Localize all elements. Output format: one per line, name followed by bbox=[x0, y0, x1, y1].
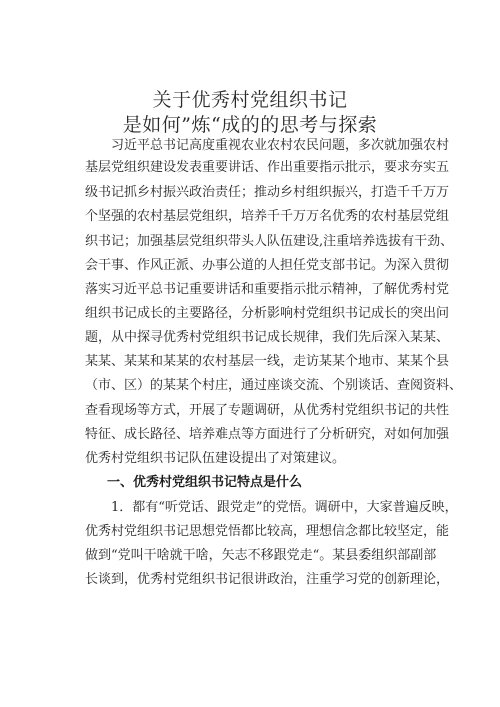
intro-line: 题，从中探寻优秀村党组织书记成长规律，我们先后深入某某、 bbox=[85, 330, 450, 345]
intro-line: 特征、成长路径、培养难点等方面进行了分析研究，对如何加强 bbox=[85, 427, 450, 442]
intro-line: 个坚强的农村基层党组织，培养千千万万名优秀的农村基层党组 bbox=[85, 209, 450, 224]
intro-line: 组织书记成长的主要路径，分析影响村党组织书记成长的突出问 bbox=[85, 306, 450, 321]
intro-line: 优秀村党组织书记队伍建设提出了对策建议。 bbox=[85, 451, 346, 466]
intro-line: 落实习近平总书记重要讲话和重要指示批示精神，了解优秀村党 bbox=[85, 282, 450, 297]
section-line: 长谈到，优秀村党组织书记很讲政治，注重学习党的创新理论， bbox=[85, 572, 450, 587]
document-title-line-2: 是如何”炼“成的的思考与探索 bbox=[122, 114, 378, 136]
intro-line: 织书记；加强基层党组织带头人队伍建设,注重培养选拔有干劲、 bbox=[85, 234, 454, 249]
section-line: 优秀村党组织书记思想党悟都比较高，理想信念都比较坚定，能 bbox=[85, 524, 450, 539]
intro-line: （市、区）的某某个村庄，通过座谈交流、个别谈话、查阅资料、 bbox=[85, 378, 463, 393]
intro-line: 查看现场等方式，开展了专题调研，从优秀村党组织书记的共性 bbox=[85, 403, 450, 418]
intro-line: 基层党组织建设发表重要讲话、作出重要指示批示，要求夯实五 bbox=[85, 160, 450, 175]
intro-line: 习近平总书记高度重视农业农村农民问题，多次就加强农村 bbox=[111, 138, 450, 153]
section-line: 1．都有“听党话、跟党走”的党悟。调研中，大家普遍反映， bbox=[111, 500, 458, 515]
intro-line: 某某、某某和某某的农村基层一线，走访某某个地市、某某个县 bbox=[85, 354, 450, 369]
intro-line: 会干事、作风正派、办事公道的人担任党支部书记。为深入贯彻 bbox=[85, 258, 450, 273]
section-line: 做到“党叫干啥就干啥，矢志不移跟党走“。某县委组织部副部 bbox=[85, 548, 437, 563]
intro-line: 级书记抓乡村振兴政治责任；推动乡村组织振兴，打造千千万万 bbox=[85, 185, 450, 200]
document-title-line-1: 关于优秀村党组织书记 bbox=[152, 89, 348, 111]
section-heading: 一、优秀村党组织书记特点是什么 bbox=[107, 475, 303, 490]
